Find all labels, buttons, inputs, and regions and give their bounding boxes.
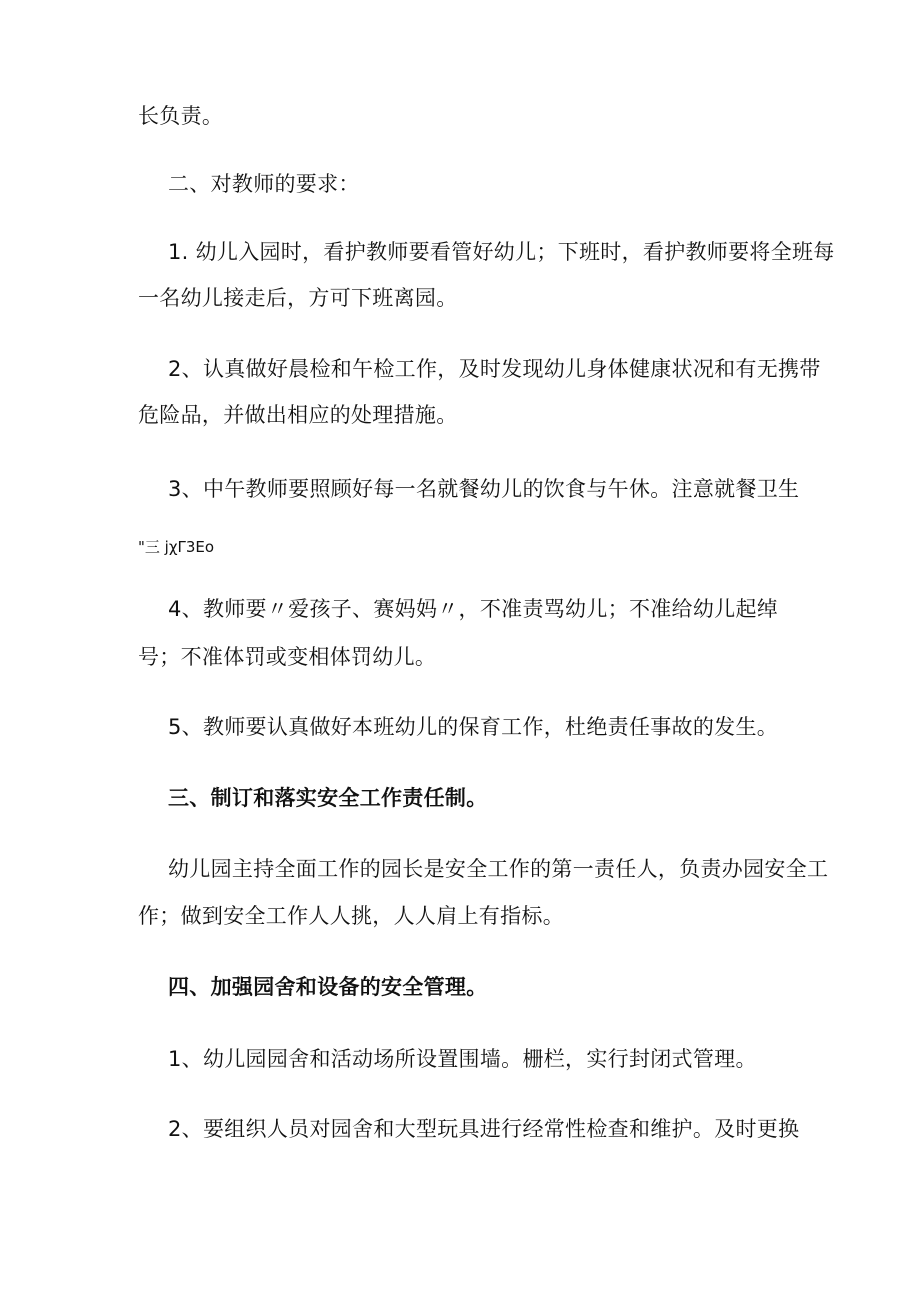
teacher-item-1-line-2: 一名幼儿接走后，方可下班离园。 [138, 286, 458, 310]
facility-item-1: 1、幼儿园园舍和活动场所设置围墙。栅栏，实行封闭式管理。 [168, 1047, 757, 1071]
section-heading-teacher-requirements: 二、对教师的要求： [168, 172, 360, 196]
responsibility-paragraph-line-2: 作；做到安全工作人人挑，人人肩上有指标。 [138, 904, 564, 928]
teacher-item-2-line-2: 危险品，并做出相应的处理措施。 [138, 403, 458, 427]
paragraph-continuation: 长负责。 [138, 104, 224, 128]
section-heading-safety-responsibility: 三、制订和落实安全工作责任制。 [168, 786, 488, 810]
teacher-item-1-line-1: 1. 幼儿入园时，看护教师要看管好幼儿；下班时，看护教师要将全班每 [168, 240, 835, 264]
teacher-item-4-line-2: 号；不准体罚或变相体罚幼儿。 [138, 645, 437, 669]
teacher-item-5: 5、教师要认真做好本班幼儿的保育工作，杜绝责任事故的发生。 [168, 715, 779, 739]
teacher-item-2-line-1: 2、认真做好晨检和午检工作，及时发现幼儿身体健康状况和有无携带 [168, 357, 821, 381]
teacher-item-3-line-1: 3、中午教师要照顾好每一名就餐幼儿的饮食与午休。注意就餐卫生 [168, 477, 800, 501]
teacher-item-3-garbled-line: "三 jχΓ3Eo [138, 538, 215, 556]
teacher-item-4-line-1: 4、教师要〃爱孩子、赛妈妈〃，不准责骂幼儿；不准给幼儿起绰 [168, 597, 779, 621]
section-heading-facility-management: 四、加强园舍和设备的安全管理。 [168, 975, 488, 999]
responsibility-paragraph-line-1: 幼儿园主持全面工作的园长是安全工作的第一责任人，负责办园安全工 [168, 857, 829, 881]
facility-item-2: 2、要组织人员对园舍和大型玩具进行经常性检查和维护。及时更换 [168, 1117, 800, 1141]
